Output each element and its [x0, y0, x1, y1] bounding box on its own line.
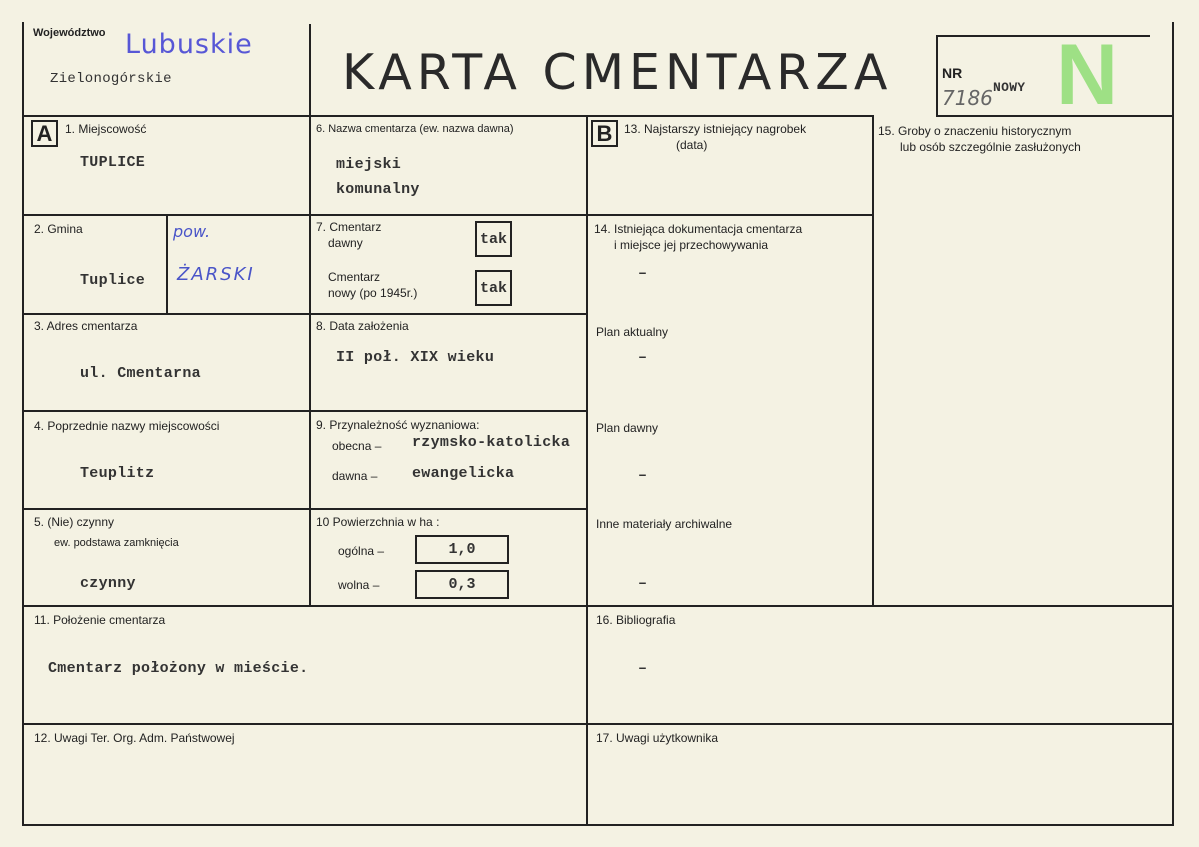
field-7-label-a1: 7. Cmentarz	[316, 220, 382, 234]
voivodeship-old: Zielonogórskie	[50, 71, 172, 87]
field-5-value: czynny	[80, 575, 136, 592]
field-4-label: 4. Poprzednie nazwy miejscowości	[34, 419, 220, 433]
field-13-sublabel: (data)	[676, 138, 708, 152]
field-8-value: II poł. XIX wieku	[336, 349, 495, 366]
field-7-label-a2: dawny	[328, 236, 363, 250]
field-6-value-2: komunalny	[336, 181, 420, 198]
field-12-label: 12. Uwagi Ter. Org. Adm. Państwowej	[34, 731, 235, 745]
nr-box-bottom	[936, 115, 1174, 117]
field-14-label: 14. Istniejąca dokumentacja cmentarza	[594, 222, 803, 236]
field-4-value: Teuplitz	[80, 465, 155, 482]
field-9-label: 9. Przynależność wyznaniowa:	[316, 418, 480, 432]
col-divider-2	[586, 116, 588, 826]
field-7-old-checkbox: tak	[475, 221, 512, 257]
nr-box-left	[936, 35, 938, 116]
field-3-label: 3. Adres cmentarza	[34, 319, 138, 333]
field-17-label: 17. Uwagi użytkownika	[596, 731, 719, 745]
field-9-current-label: obecna –	[332, 439, 382, 453]
field-10-free-label: wolna –	[338, 578, 380, 592]
col-divider-3	[872, 116, 874, 607]
field-13-label: 13. Najstarszy istniejący nagrobek	[624, 122, 807, 136]
card-title: KARTA CMENTARZA	[342, 44, 893, 101]
row-rule-2	[22, 313, 588, 315]
field-9-former-label: dawna –	[332, 469, 378, 483]
row-rule-3	[22, 410, 588, 412]
field-7-label-b2: nowy (po 1945r.)	[328, 286, 418, 300]
field-11-label: 11. Położenie cmentarza	[34, 613, 166, 627]
field-8-label: 8. Data założenia	[316, 319, 409, 333]
section-a-box: A	[31, 120, 58, 147]
border-left	[22, 22, 24, 826]
border-right	[1172, 22, 1174, 826]
field-11-value: Cmentarz położony w mieście.	[48, 660, 309, 677]
field-15-sublabel: lub osób szczególnie zasłużonych	[900, 140, 1081, 154]
border-bottom	[22, 824, 1174, 826]
field-7-label-b1: Cmentarz	[328, 270, 381, 284]
field-16-value: –	[638, 660, 648, 677]
other-materials-label: Inne materiały archiwalne	[596, 517, 733, 531]
plan-old-value: –	[638, 467, 648, 484]
row-rule-1	[22, 214, 874, 216]
row-rule-5	[22, 605, 1174, 607]
field-10-total-label: ogólna –	[338, 544, 385, 558]
other-materials-value: –	[638, 575, 648, 592]
field-9-current-value: rzymsko-katolicka	[412, 434, 571, 451]
field-10-free-box: 0,3	[415, 570, 509, 599]
voivodeship-stamp: Lubuskie	[125, 29, 253, 60]
field-10-total-box: 1,0	[415, 535, 509, 564]
field-1-value: TUPLICE	[80, 154, 146, 171]
row-rule-4	[22, 508, 588, 510]
header-divider-left	[309, 24, 311, 116]
field-14-sublabel: i miejsce jej przechowywania	[614, 238, 769, 252]
field-16-label: 16. Bibliografia	[596, 613, 676, 627]
field-6-label: 6. Nazwa cmentarza (ew. nazwa dawna)	[316, 123, 514, 135]
voivodeship-label: Województwo	[33, 27, 106, 39]
field-6-value-1: miejski	[336, 156, 402, 173]
nr-label: NR	[942, 65, 963, 81]
gmina-divider	[166, 216, 168, 313]
row-rule-6	[22, 723, 1174, 725]
field-5-label: 5. (Nie) czynny	[34, 515, 115, 529]
highlighter-mark: N	[1056, 27, 1119, 123]
plan-current-value: –	[638, 349, 648, 366]
handwritten-county: ŻARSKI	[177, 264, 255, 285]
field-5-sublabel: ew. podstawa zamknięcia	[54, 537, 179, 549]
handwritten-pow: pow.	[173, 222, 211, 241]
field-9-former-value: ewangelicka	[412, 465, 515, 482]
nr-handwritten: 7186	[942, 86, 993, 110]
col-divider-1	[309, 116, 311, 607]
section-b-box: B	[591, 120, 618, 147]
header-rule	[22, 115, 874, 117]
field-2-label: 2. Gmina	[34, 222, 83, 236]
field-3-value: ul. Cmentarna	[80, 365, 201, 382]
plan-old-label: Plan dawny	[596, 421, 659, 435]
nowy-label: NOWY	[993, 80, 1026, 95]
field-10-label: 10 Powierzchnia w ha :	[316, 515, 440, 529]
field-15-label: 15. Groby o znaczeniu historycznym	[878, 124, 1072, 138]
field-1-label: 1. Miejscowość	[65, 122, 147, 136]
field-14-value: –	[638, 265, 648, 282]
plan-current-label: Plan aktualny	[596, 325, 669, 339]
field-2-value: Tuplice	[80, 272, 146, 289]
field-7-new-checkbox: tak	[475, 270, 512, 306]
